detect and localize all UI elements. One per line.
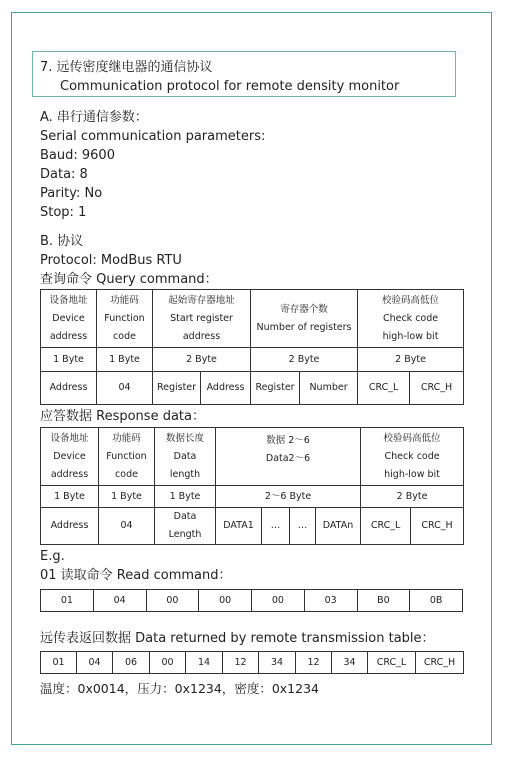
serial-data: Data: 8 [40,167,88,182]
query-field-cell: Address [201,372,251,405]
query-field-cell: Address [41,372,97,405]
read-byte-cell: 04 [93,590,146,612]
return-byte-cell: 12 [296,652,332,674]
read-byte-cell: 0B [410,590,463,612]
table-row [41,508,464,545]
response-field-cell: 04 [99,508,155,545]
response-field-cell: DATA1 [216,508,262,545]
table-row [41,652,464,674]
response-table [40,427,464,545]
protocol-section [40,232,218,289]
response-field-data-length: Data Length [155,508,216,545]
query-header-check-code: 校验码高低位 Check code high-low bit [358,290,464,348]
table-row [41,428,464,486]
serial-section [40,108,265,222]
table-row [41,486,464,508]
query-header-function-code: 功能码 Function code [97,290,153,348]
response-header-data-length: 数据长度 Data length [155,428,216,486]
serial-stop: Stop: 1 [40,205,87,220]
read-command-label: 01 读取命令 Read command： [40,568,232,583]
response-field-cell: Address [41,508,99,545]
return-byte-cell: 06 [113,652,150,674]
response-label: 应答数据 Response data： [40,409,205,424]
response-field-cell: … [290,508,316,545]
title-en: Communication protocol for remote density monitor [60,79,400,94]
response-header-function-code: 功能码 Function code [99,428,155,486]
serial-heading-en: Serial communication parameters: [40,129,266,144]
protocol-heading: B. 协议 [40,234,84,249]
response-field-cell: … [262,508,290,545]
return-byte-cell: 04 [77,652,113,674]
response-size-cell: 2～6 Byte [216,486,361,508]
decoded-result: 温度：0x0014，压力：0x1234，密度：0x1234 [40,681,319,696]
return-data-label: 远传表返回数据 Data returned by remote transmission table： [40,631,435,646]
query-header-start-register: 起始寄存器地址 Start register address [153,290,251,348]
return-byte-cell: 14 [186,652,223,674]
protocol-name: Protocol: ModBus RTU [40,253,182,268]
example-eg: E.g. [40,549,65,564]
read-byte-cell: 00 [199,590,252,612]
query-field-cell: Register [251,372,300,405]
query-header-register-count: 寄存器个数 Number of registers [251,290,358,348]
table-row [41,290,464,348]
query-size-cell: 1 Byte [97,348,153,372]
response-header-device-address: 设备地址 Device address [41,428,99,486]
response-header-data: 数据 2～6 Data2～6 [216,428,361,486]
return-data-table [40,651,464,674]
return-byte-cell: 34 [259,652,296,674]
query-field-cell: CRC_H [410,372,464,405]
response-size-cell: 1 Byte [99,486,155,508]
response-size-cell: 2 Byte [361,486,464,508]
response-field-cell: CRC_L [361,508,411,545]
query-field-cell: Register [153,372,201,405]
read-command-table [40,589,463,612]
section-title-box [32,51,456,97]
return-byte-cell: 34 [332,652,368,674]
query-size-cell: 1 Byte [41,348,97,372]
serial-parity: Parity: No [40,186,103,201]
query-field-cell: Number [300,372,358,405]
title-zh: 7. 远传密度继电器的通信协议 [40,60,213,75]
response-field-cell: CRC_H [411,508,464,545]
query-label: 查询命令 Query command： [40,272,218,287]
read-byte-cell: 03 [304,590,357,612]
response-size-cell: 1 Byte [155,486,216,508]
table-row [41,348,464,372]
return-byte-cell: CRC_H [416,652,464,674]
return-byte-cell: 12 [223,652,259,674]
serial-baud: Baud: 9600 [40,148,115,163]
read-byte-cell: 00 [252,590,305,612]
response-field-cell: DATAn [316,508,361,545]
read-byte-cell: B0 [357,590,410,612]
response-header-check-code: 校验码高低位 Check code high-low bit [361,428,464,486]
table-row [41,590,463,612]
return-byte-cell: CRC_L [368,652,416,674]
query-field-cell: CRC_L [358,372,410,405]
query-field-cell: 04 [97,372,153,405]
table-row [41,372,464,405]
return-byte-cell: 01 [41,652,77,674]
query-table [40,289,464,405]
query-size-cell: 2 Byte [358,348,464,372]
read-byte-cell: 00 [146,590,199,612]
query-size-cell: 2 Byte [251,348,358,372]
read-byte-cell: 01 [41,590,94,612]
query-size-cell: 2 Byte [153,348,251,372]
query-header-device-address: 设备地址 Device address [41,290,97,348]
return-byte-cell: 00 [150,652,186,674]
response-size-cell: 1 Byte [41,486,99,508]
serial-heading-zh: A. 串行通信参数： [40,110,148,125]
